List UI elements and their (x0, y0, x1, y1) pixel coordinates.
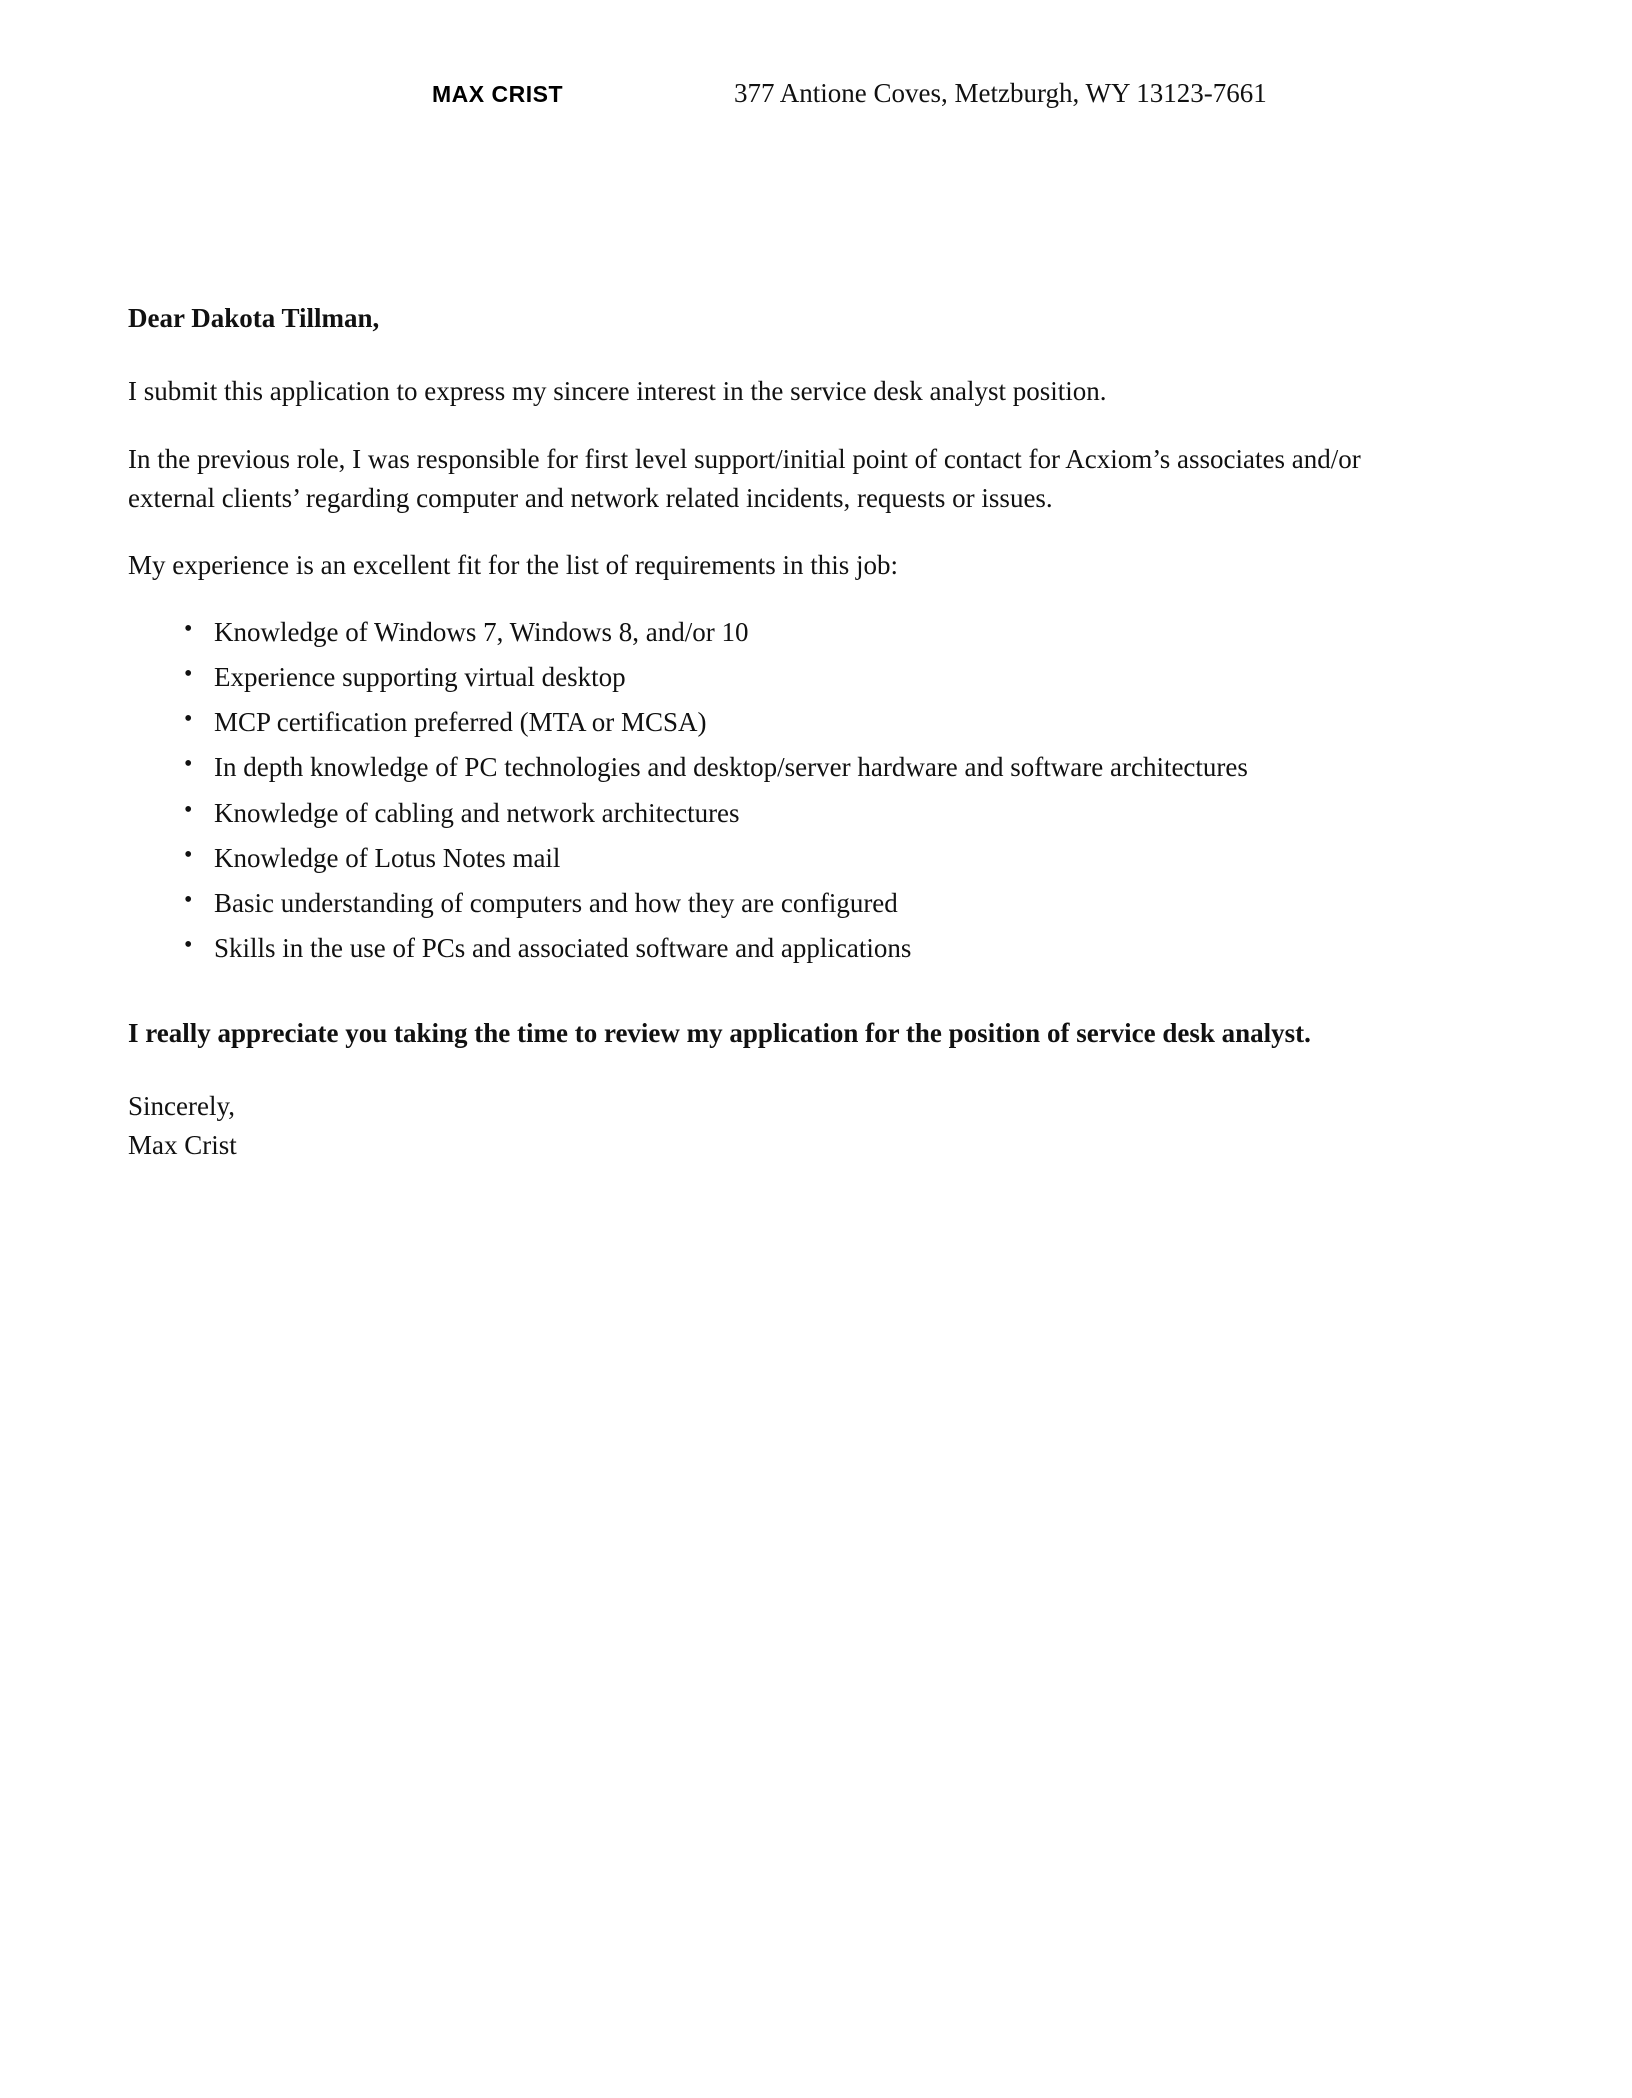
applicant-address: 377 Antione Coves, Metzburgh, WY 13123-7661 (734, 78, 1267, 108)
applicant-name: MAX CRIST (432, 81, 563, 107)
salutation: Dear Dakota Tillman, (128, 303, 380, 333)
signoff-line: Sincerely, (128, 1091, 235, 1122)
list-item: • Basic understanding of computers and how they are configured (184, 884, 1448, 923)
signoff-block (128, 1087, 1448, 1165)
list-item: • MCP certification preferred (MTA or MCSA) (184, 703, 1448, 742)
letter-body (128, 300, 1448, 1166)
letterhead (0, 78, 1632, 109)
list-item: • In depth knowledge of PC technologies and desktop/server hardware and software architectures (184, 748, 1448, 787)
requirements-list (128, 613, 1448, 968)
signature-name: Max Crist (128, 1130, 237, 1161)
paragraph-experience: In the previous role, I was responsible for first level support/initial point of contact for Acxiom’s associates and/or external clients’ regarding computer and network related incidents, requests or issues. (128, 443, 1361, 513)
list-item: • Experience supporting virtual desktop (184, 658, 1448, 697)
list-item: • Knowledge of Lotus Notes mail (184, 839, 1448, 878)
closing-statement: I really appreciate you taking the time to review my application for the position of service desk analyst. (128, 1018, 1311, 1049)
list-item: • Knowledge of cabling and network architectures (184, 794, 1448, 833)
list-item: • Skills in the use of PCs and associated software and applications (184, 929, 1448, 968)
paragraph-requirements-lead: My experience is an excellent fit for the list of requirements in this job: (128, 549, 899, 580)
list-item: • Knowledge of Windows 7, Windows 8, and/or 10 (184, 613, 1448, 652)
paragraph-intro: I submit this application to express my sincere interest in the service desk analyst position. (128, 376, 1107, 407)
